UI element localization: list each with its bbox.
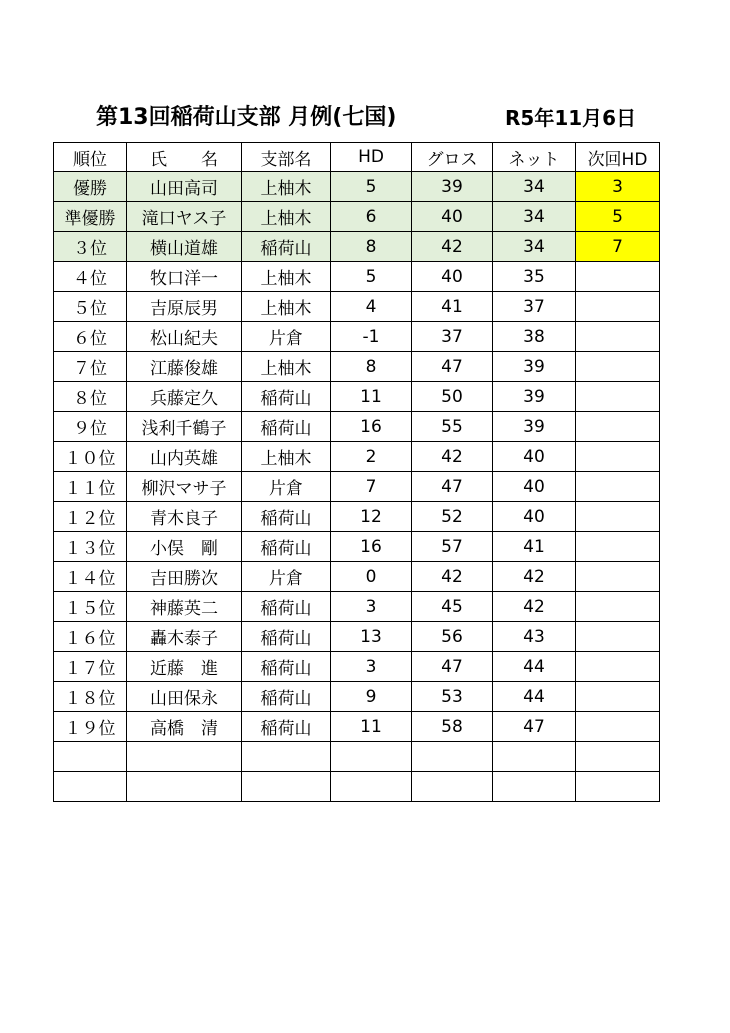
column-header-name: 氏 名 [127,143,242,172]
name-cell: 山田保永 [127,682,242,712]
table-header-row [54,143,660,172]
hd-cell [331,772,412,802]
column-header-hd: HD [331,143,412,172]
net-cell: 42 [493,592,576,622]
net-cell: 39 [493,382,576,412]
branch-cell: 片倉 [242,562,331,592]
gross-cell: 39 [412,172,493,202]
gross-cell: 53 [412,682,493,712]
table-row [54,262,660,292]
rank-cell: １４位 [54,562,127,592]
branch-cell: 上柚木 [242,442,331,472]
table-row [54,712,660,742]
hd-cell: 12 [331,502,412,532]
net-cell: 39 [493,412,576,442]
hd-cell: 3 [331,652,412,682]
name-cell: 山内英雄 [127,442,242,472]
gross-cell: 47 [412,652,493,682]
gross-cell: 55 [412,412,493,442]
column-header-next-hd: 次回HD [576,143,660,172]
net-cell: 40 [493,502,576,532]
next-hd-cell: 3 [576,172,660,202]
hd-cell: 2 [331,442,412,472]
gross-cell: 45 [412,592,493,622]
name-cell: 青木良子 [127,502,242,532]
net-cell: 38 [493,322,576,352]
rank-cell: ８位 [54,382,127,412]
column-header-net: ネット [493,143,576,172]
rank-cell: ５位 [54,292,127,322]
rank-cell: １７位 [54,652,127,682]
table-row [54,742,660,772]
hd-cell: 16 [331,532,412,562]
table-row [54,532,660,562]
net-cell: 43 [493,622,576,652]
hd-cell: 16 [331,412,412,442]
name-cell: 滝口ヤス子 [127,202,242,232]
next-hd-cell [576,562,660,592]
table-row [54,682,660,712]
branch-cell: 稲荷山 [242,232,331,262]
name-cell: 横山道雄 [127,232,242,262]
next-hd-cell [576,382,660,412]
hd-cell: 13 [331,622,412,652]
net-cell [493,742,576,772]
name-cell [127,742,242,772]
branch-cell: 上柚木 [242,262,331,292]
name-cell [127,772,242,802]
column-header-gross: グロス [412,143,493,172]
branch-cell: 稲荷山 [242,622,331,652]
table-row [54,442,660,472]
next-hd-cell [576,472,660,502]
net-cell: 34 [493,202,576,232]
rank-cell: １１位 [54,472,127,502]
name-cell: 近藤 進 [127,652,242,682]
name-cell: 轟木泰子 [127,622,242,652]
name-cell: 兵藤定久 [127,382,242,412]
table-row [54,472,660,502]
rank-cell: １３位 [54,532,127,562]
net-cell: 34 [493,172,576,202]
hd-cell: 5 [331,262,412,292]
table-row [54,382,660,412]
hd-cell: 9 [331,682,412,712]
branch-cell: 稲荷山 [242,592,331,622]
name-cell: 江藤俊雄 [127,352,242,382]
page-title: 第13回稲荷山支部 月例(七国) [96,105,397,130]
branch-cell: 上柚木 [242,172,331,202]
net-cell: 44 [493,652,576,682]
name-cell: 吉原辰男 [127,292,242,322]
gross-cell: 40 [412,262,493,292]
gross-cell: 52 [412,502,493,532]
branch-cell: 上柚木 [242,352,331,382]
next-hd-cell [576,712,660,742]
table-row [54,352,660,382]
gross-cell [412,772,493,802]
next-hd-cell [576,592,660,622]
rank-cell: ４位 [54,262,127,292]
branch-cell: 稲荷山 [242,682,331,712]
net-cell: 42 [493,562,576,592]
net-cell: 37 [493,292,576,322]
rank-cell: 準優勝 [54,202,127,232]
table-row [54,322,660,352]
hd-cell: 6 [331,202,412,232]
rank-cell [54,772,127,802]
table-row [54,172,660,202]
branch-cell: 稲荷山 [242,712,331,742]
net-cell: 47 [493,712,576,742]
branch-cell: 稲荷山 [242,532,331,562]
next-hd-cell: 5 [576,202,660,232]
gross-cell: 42 [412,442,493,472]
rank-cell: １０位 [54,442,127,472]
table-row [54,592,660,622]
gross-cell: 42 [412,232,493,262]
next-hd-cell [576,292,660,322]
table-row [54,622,660,652]
net-cell: 34 [493,232,576,262]
rank-cell: ３位 [54,232,127,262]
net-cell: 40 [493,472,576,502]
hd-cell: 7 [331,472,412,502]
branch-cell [242,772,331,802]
next-hd-cell [576,622,660,652]
event-date: R5年11月6日 [505,106,637,130]
hd-cell: 8 [331,352,412,382]
rank-cell: １８位 [54,682,127,712]
next-hd-cell [576,412,660,442]
branch-cell: 稲荷山 [242,652,331,682]
table-row [54,772,660,802]
name-cell: 高橋 清 [127,712,242,742]
name-cell: 神藤英二 [127,592,242,622]
table-row [54,562,660,592]
hd-cell: 4 [331,292,412,322]
branch-cell: 稲荷山 [242,502,331,532]
next-hd-cell: 7 [576,232,660,262]
hd-cell: 3 [331,592,412,622]
rank-cell [54,742,127,772]
gross-cell [412,742,493,772]
name-cell: 浅利千鶴子 [127,412,242,442]
gross-cell: 41 [412,292,493,322]
hd-cell [331,742,412,772]
table-row [54,412,660,442]
column-header-branch: 支部名 [242,143,331,172]
gross-cell: 58 [412,712,493,742]
gross-cell: 56 [412,622,493,652]
net-cell: 39 [493,352,576,382]
branch-cell: 上柚木 [242,292,331,322]
next-hd-cell [576,772,660,802]
gross-cell: 50 [412,382,493,412]
gross-cell: 37 [412,322,493,352]
gross-cell: 47 [412,472,493,502]
branch-cell: 上柚木 [242,202,331,232]
branch-cell: 片倉 [242,322,331,352]
net-cell: 40 [493,442,576,472]
branch-cell: 稲荷山 [242,412,331,442]
next-hd-cell [576,262,660,292]
gross-cell: 40 [412,202,493,232]
next-hd-cell [576,352,660,382]
branch-cell: 片倉 [242,472,331,502]
hd-cell: 0 [331,562,412,592]
next-hd-cell [576,502,660,532]
rank-cell: ９位 [54,412,127,442]
net-cell: 35 [493,262,576,292]
branch-cell [242,742,331,772]
next-hd-cell [576,322,660,352]
hd-cell: 11 [331,712,412,742]
hd-cell: -1 [331,322,412,352]
gross-cell: 47 [412,352,493,382]
name-cell: 小俣 剛 [127,532,242,562]
next-hd-cell [576,682,660,712]
table-row [54,502,660,532]
table-row [54,232,660,262]
gross-cell: 42 [412,562,493,592]
gross-cell: 57 [412,532,493,562]
next-hd-cell [576,532,660,562]
rank-cell: １２位 [54,502,127,532]
hd-cell: 5 [331,172,412,202]
net-cell [493,772,576,802]
next-hd-cell [576,652,660,682]
name-cell: 牧口洋一 [127,262,242,292]
hd-cell: 11 [331,382,412,412]
net-cell: 44 [493,682,576,712]
hd-cell: 8 [331,232,412,262]
name-cell: 吉田勝次 [127,562,242,592]
name-cell: 山田高司 [127,172,242,202]
rank-cell: ７位 [54,352,127,382]
column-header-rank: 順位 [54,143,127,172]
name-cell: 松山紀夫 [127,322,242,352]
next-hd-cell [576,742,660,772]
table-row [54,652,660,682]
rank-cell: １５位 [54,592,127,622]
rank-cell: ６位 [54,322,127,352]
table-row [54,292,660,322]
branch-cell: 稲荷山 [242,382,331,412]
table-row [54,202,660,232]
rank-cell: 優勝 [54,172,127,202]
net-cell: 41 [493,532,576,562]
rank-cell: １６位 [54,622,127,652]
results-table [53,142,660,802]
name-cell: 柳沢マサ子 [127,472,242,502]
next-hd-cell [576,442,660,472]
rank-cell: １９位 [54,712,127,742]
